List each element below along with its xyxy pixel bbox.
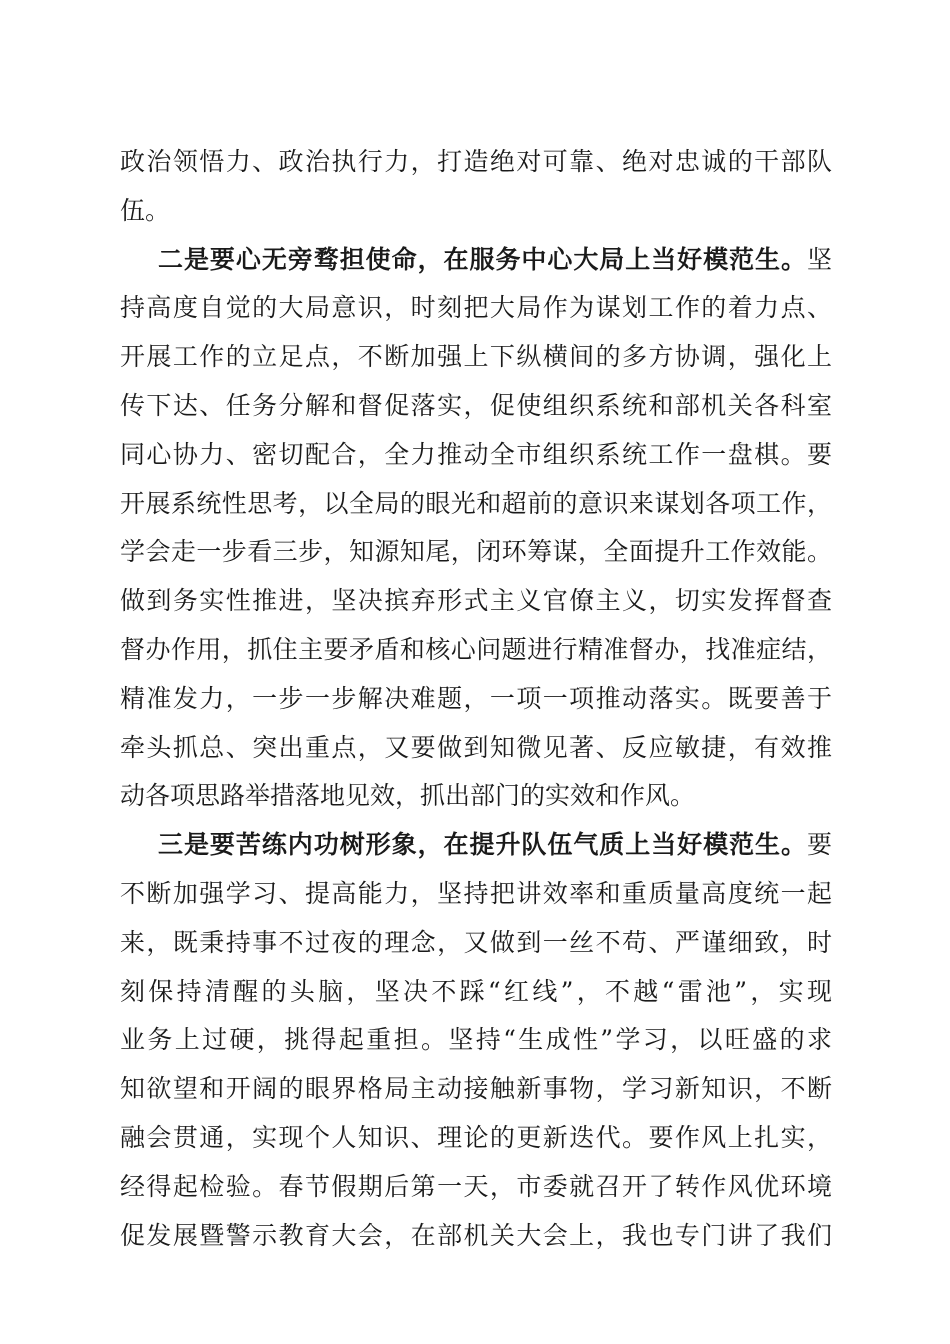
- paragraph-2-line-3: 开展工作的立足点，不断加强上下纵横间的多方协调，强化上: [120, 342, 832, 372]
- paragraph-2-line-7: 学会走一步看三步，知源知尾，闭环筹谋，全面提升工作效能。: [120, 537, 832, 567]
- paragraph-3-line-5: 业务上过硬，挑得起重担。坚持“生成性”学习，以旺盛的求: [120, 1025, 832, 1055]
- paragraph-2-lead-tail: 坚: [806, 244, 832, 274]
- paragraph-2-line-11: 牵头抓总、突出重点，又要做到知微见著、反应敏捷，有效推: [120, 732, 832, 762]
- paragraph-3-line-9: 促发展暨警示教育大会，在部机关大会上，我也专门讲了我们: [120, 1220, 832, 1250]
- paragraph-3-line-6: 知欲望和开阔的眼界格局主动接触新事物，学习新知识，不断: [120, 1074, 832, 1104]
- paragraph-3-line-8: 经得起检验。春节假期后第一天，市委就召开了转作风优环境: [120, 1171, 832, 1201]
- paragraph-2-line-4: 传下达、任务分解和督促落实，促使组织系统和部机关各科室: [120, 390, 832, 420]
- paragraph-1-line-1: 政治领悟力、政治执行力，打造绝对可靠、绝对忠诚的干部队: [120, 147, 832, 176]
- paragraph-3-line-1: [120, 821, 832, 870]
- paragraph-2-line-10: 精准发力，一步一步解决难题，一项一项推动落实。既要善于: [120, 683, 832, 713]
- paragraph-3-line-2: 不断加强学习、提高能力，坚持把讲效率和重质量高度统一起: [120, 878, 832, 908]
- paragraph-3-line-4: 刻保持清醒的头脑，坚决不踩“红线”，不越“雷池”，实现: [120, 976, 832, 1006]
- paragraph-3-lead-heading: 三是要苦练内功树形象，在提升队伍气质上当好模范生。: [158, 830, 807, 860]
- paragraph-3-line-3: 来，既秉持事不过夜的理念，又做到一丝不苟、严谨细致，时: [120, 927, 832, 957]
- paragraph-1-line-2: 伍。: [120, 195, 171, 225]
- paragraph-2-line-6: 开展系统性思考，以全局的眼光和超前的意识来谋划各项工作，: [120, 488, 832, 518]
- paragraph-3-line-7: 融会贯通，实现个人知识、理论的更新迭代。要作风上扎实，: [120, 1122, 832, 1152]
- document-body: [120, 138, 832, 1260]
- paragraph-2-line-12: 动各项思路举措落地见效，抓出部门的实效和作风。: [120, 781, 696, 811]
- paragraph-2-line-1: [120, 236, 832, 285]
- paragraph-2-lead-heading: 二是要心无旁骛担使命，在服务中心大局上当好模范生。: [158, 244, 807, 274]
- paragraph-2-line-2: 持高度自觉的大局意识，时刻把大局作为谋划工作的着力点、: [120, 293, 832, 323]
- paragraph-3-lead-tail: 要: [806, 830, 832, 860]
- paragraph-2-line-8: 做到务实性推进，坚决摈弃形式主义官僚主义，切实发挥督查: [120, 586, 832, 616]
- paragraph-2-line-9: 督办作用，抓住主要矛盾和核心问题进行精准督办，找准症结，: [120, 634, 832, 664]
- paragraph-2-line-5: 同心协力、密切配合，全力推动全市组织系统工作一盘棋。要: [120, 439, 832, 469]
